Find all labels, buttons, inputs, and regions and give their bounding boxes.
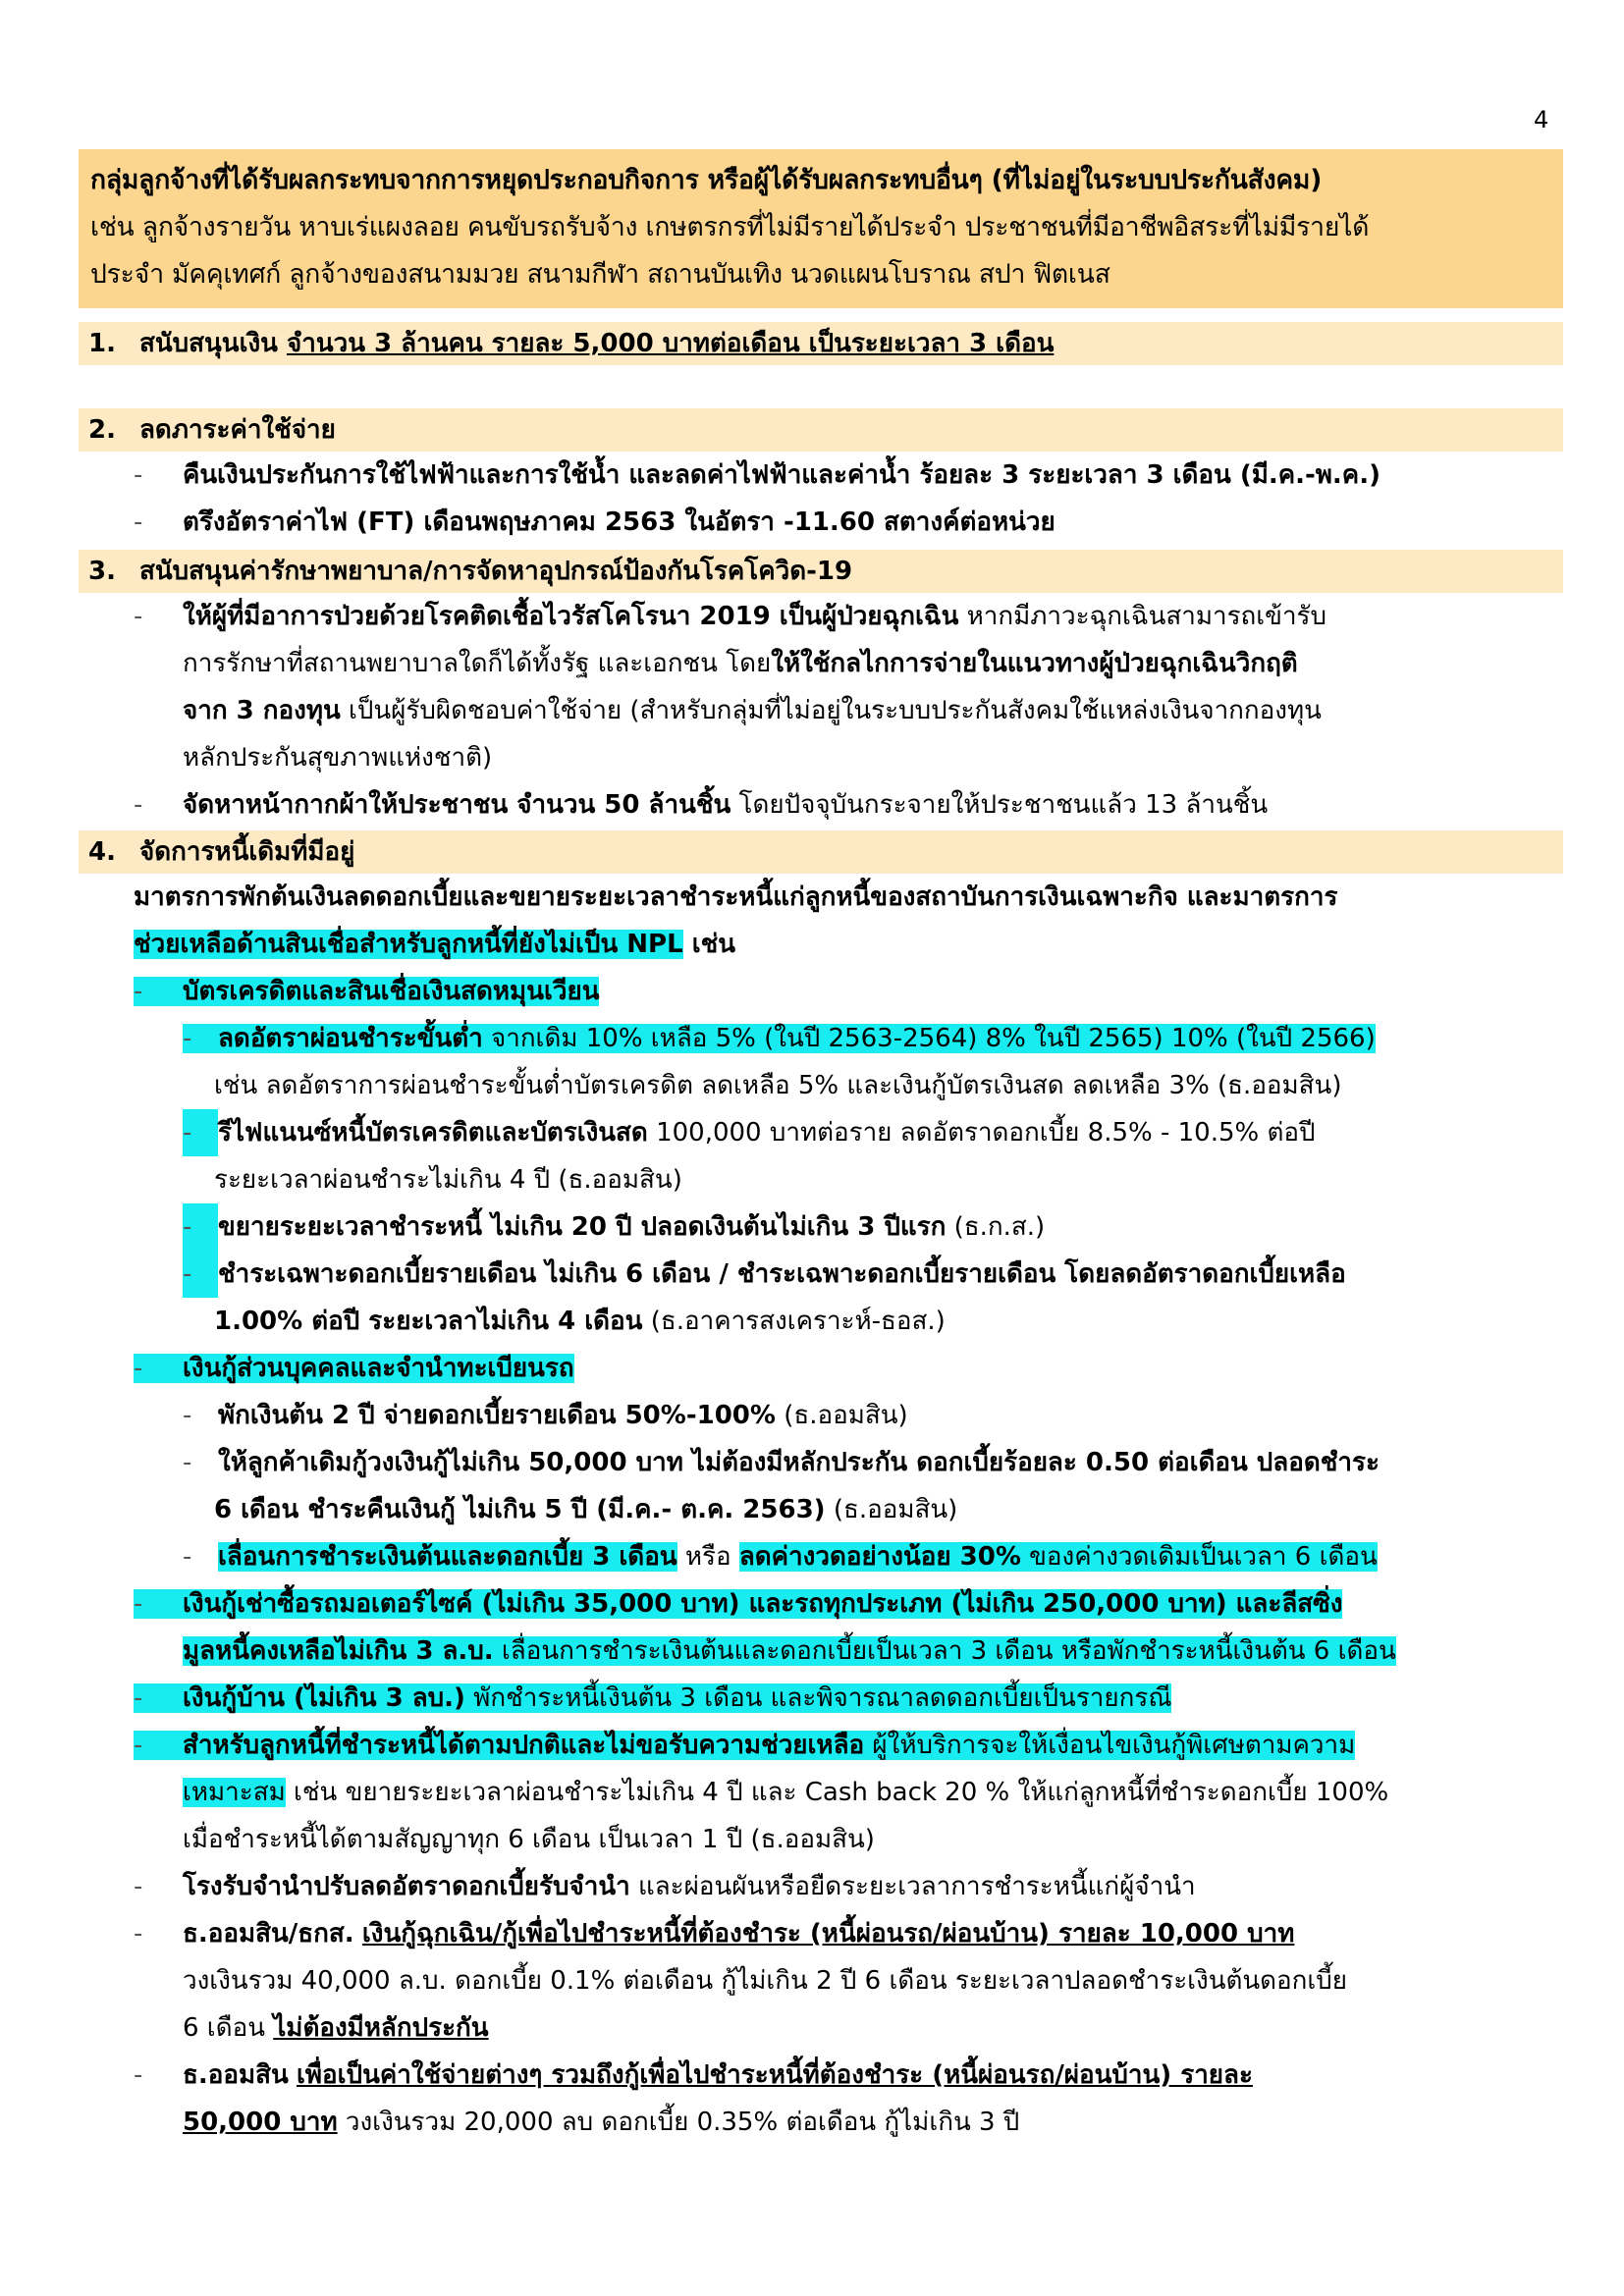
item-text: (ธ.ออมสิน) xyxy=(775,1401,908,1430)
list-item xyxy=(79,593,1563,640)
list-item xyxy=(79,1345,1563,1392)
sub-list-item xyxy=(79,1251,1563,1298)
list-item-continuation xyxy=(79,734,1563,781)
highlighted-text: เลื่อนการชำระเงินต้นและดอกเบี้ย 3 เดือน xyxy=(218,1542,677,1572)
sub-list-item xyxy=(79,1392,1563,1439)
list-item xyxy=(79,1910,1563,1957)
item-text: 6 เดือน xyxy=(183,2013,274,2043)
list-item-continuation xyxy=(79,1769,1563,1816)
highlighted-text: ช่วยเหลือด้านสินเชื่อสำหรับลูกหนี้ที่ยังไม่เป็น NPL xyxy=(134,930,683,959)
section-4-intro: มาตรการพักต้นเงินลดดอกเบี้ยและขยายระยะเวลาชำระหนี้แก่ลูกหนี้ของสถาบันการเงินเฉพาะกิจ และมาตรการ xyxy=(134,882,1338,912)
item-text: (ธ.ก.ส.) xyxy=(946,1212,1046,1242)
bullet-dash: - xyxy=(183,1542,192,1572)
target-group-box xyxy=(79,149,1563,308)
item-text: (ธ.ออมสิน) xyxy=(825,1495,958,1524)
item-text: ให้ผู้ที่มีอาการป่วยด้วยโรคติดเชื้อไวรัสโคโรนา 2019 เป็นผู้ป่วยฉุกเฉิน xyxy=(183,602,959,631)
item-text: มูลหนี้คงเหลือไม่เกิน 3 ล.บ. xyxy=(183,1636,494,1666)
bullet-dash: - xyxy=(134,1683,143,1713)
sub-list-item xyxy=(79,1109,1563,1156)
target-group-line: เช่น ลูกจ้างรายวัน หาบเร่แผงลอย คนขับรถรับจ้าง เกษตรกรที่ไม่มีรายได้ประจำ ประชาชนที่มีอาชีพอิสระที่ไม่มีรายได้ xyxy=(90,212,1370,242)
item-text: 50,000 บาท xyxy=(183,2108,338,2137)
item-text: ตรึงอัตราค่าไฟ (FT) เดือนพฤษภาคม 2563 ในอัตรา -11.60 สตางค์ต่อหน่วย xyxy=(183,507,1056,537)
list-item xyxy=(79,968,1563,1015)
target-group-line: ประจำ มัคคุเทศก์ ลูกจ้างของสนามมวย สนามกีฬา สถานบันเทิง นวดแผนโบราณ สปา ฟิตเนส xyxy=(90,259,1110,290)
list-item-continuation xyxy=(79,1486,1563,1533)
section-title: จัดการหนี้เดิมที่มีอยู่ xyxy=(139,837,355,867)
item-text: เช่น xyxy=(682,930,736,959)
bullet-dash: - xyxy=(183,1203,218,1251)
section-4-heading xyxy=(79,830,1563,874)
section-title: สนับสนุนค่ารักษาพยาบาล/การจัดหาอุปกรณ์ป้องกันโรคโควิด-19 xyxy=(139,557,853,586)
item-text: ระยะเวลาผ่อนชำระไม่เกิน 4 ปี (ธ.ออมสิน) xyxy=(214,1165,682,1195)
bullet-dash: - xyxy=(134,507,143,537)
item-text: การรักษาที่สถานพยาบาลใดก็ได้ทั้งรัฐ และเอกชน โดย xyxy=(183,649,772,678)
item-text: เมื่อชำระหนี้ได้ตามสัญญาทุก 6 เดือน เป็นเวลา 1 ปี (ธ.ออมสิน) xyxy=(183,1825,875,1854)
item-text: เลื่อนการชำระเงินต้นและดอกเบี้ยเป็นเวลา 3 เดือน หรือพักชำระหนี้เงินต้น 6 เดือน xyxy=(493,1636,1396,1666)
item-text: เงินกู้เช่าซื้อรถมอเตอร์ไซค์ (ไม่เกิน 35,000 บาท) และรถทุกประเภท (ไม่เกิน 250,000 บาท) และลีสซิ่ง xyxy=(183,1589,1343,1619)
subheading-personal-loan: เงินกู้ส่วนบุคคลและจำนำทะเบียนรถ xyxy=(183,1354,574,1383)
section-number: 2. xyxy=(88,415,116,445)
item-text: โดยปัจจุบันกระจายให้ประชาชนแล้ว 13 ล้านชิ้น xyxy=(731,790,1269,820)
item-text: สำหรับลูกหนี้ที่ชำระหนี้ได้ตามปกติและไม่ขอรับความช่วยเหลือ xyxy=(183,1731,865,1760)
bullet-dash: - xyxy=(134,602,143,631)
item-text: รีไฟแนนซ์หนี้บัตรเครดิตและบัตรเงินสด xyxy=(218,1118,648,1148)
list-item xyxy=(79,2052,1563,2099)
highlighted-text: ของค่างวดเดิมเป็นเวลา 6 เดือน xyxy=(1020,1542,1378,1572)
sub-list-item xyxy=(79,1533,1563,1580)
item-text: เช่น ขยายระยะเวลาผ่อนชำระไม่เกิน 4 ปี และ Cash back 20 % ให้แก่ลูกหนี้ที่ชำระดอกเบี้ย 100% xyxy=(285,1778,1389,1807)
page-number: 4 xyxy=(1534,106,1549,133)
item-text: เงินกู้ฉุกเฉิน/กู้เพื่อไปชำระหนี้ที่ต้องชำระ (หนี้ผ่อนรถ/ผ่อนบ้าน) รายละ 10,000 บาท xyxy=(361,1919,1295,1949)
bullet-dash: - xyxy=(183,1448,192,1477)
document-body xyxy=(79,149,1563,2146)
section-1-heading xyxy=(79,322,1563,365)
section-2-heading xyxy=(79,408,1563,452)
list-item xyxy=(79,781,1563,828)
sub-list-item xyxy=(79,1203,1563,1251)
item-text: 1.00% ต่อปี ระยะเวลาไม่เกิน 4 เดือน xyxy=(214,1307,643,1336)
item-text: ชำระเฉพาะดอกเบี้ยรายเดือน ไม่เกิน 6 เดือน / ชำระเฉพาะดอกเบี้ยรายเดือน โดยลดอัตราดอกเบี้ยเหลือ xyxy=(218,1259,1346,1289)
bullet-dash: - xyxy=(183,1109,218,1156)
item-text: เช่น ลดอัตราการผ่อนชำระขั้นต่ำบัตรเครดิต ลดเหลือ 5% และเงินกู้บัตรเงินสด ลดเหลือ 3% (ธ.ออมสิน) xyxy=(214,1071,1342,1100)
item-text: โรงรับจำนำปรับลดอัตราดอกเบี้ยรับจำนำ xyxy=(183,1872,630,1901)
item-text: ให้ลูกค้าเดิมกู้วงเงินกู้ไม่เกิน 50,000 บาท ไม่ต้องมีหลักประกัน ดอกเบี้ยร้อยละ 0.50 ต่อเดือน ปลอดชำระ xyxy=(218,1448,1380,1477)
bullet-dash: - xyxy=(134,2060,143,2090)
bullet-dash: - xyxy=(134,1589,143,1619)
list-item xyxy=(79,1863,1563,1910)
list-item-continuation xyxy=(79,1298,1563,1345)
section-detail: จำนวน 3 ล้านคน รายละ 5,000 บาทต่อเดือน เป็นระยะเวลา 3 เดือน xyxy=(286,329,1055,358)
item-text: วงเงินรวม 20,000 ลบ ดอกเบี้ย 0.35% ต่อเดือน กู้ไม่เกิน 3 ปี xyxy=(337,2108,1020,2137)
sub-list-item xyxy=(79,1015,1563,1062)
target-group-title: กลุ่มลูกจ้างที่ได้รับผลกระทบจากการหยุดประกอบกิจการ หรือผู้ได้รับผลกระทบอื่นๆ (ที่ไม่อยู่ในระบบประกันสังคม) xyxy=(90,165,1323,195)
section-title: สนับสนุนเงิน xyxy=(139,329,278,358)
list-item-continuation xyxy=(79,687,1563,734)
item-text: ให้ใช้กลไกการจ่ายในแนวทางผู้ป่วยฉุกเฉินวิกฤติ xyxy=(771,649,1298,678)
item-text: พักชำระหนี้เงินต้น 3 เดือน และพิจารณาลดดอกเบี้ยเป็นรายกรณี xyxy=(464,1683,1172,1713)
item-text: ลดอัตราผ่อนชำระขั้นต่ำ xyxy=(218,1024,483,1053)
item-text: และผ่อนผันหรือยืดระยะเวลาการชำระหนี้แก่ผู้จำนำ xyxy=(629,1872,1196,1901)
section-number: 3. xyxy=(88,557,116,586)
item-text: วงเงินรวม 40,000 ล.บ. ดอกเบี้ย 0.1% ต่อเดือน กู้ไม่เกิน 2 ปี 6 เดือน ระยะเวลาปลอดชำระเงินต้นดอกเบี้ย xyxy=(183,1966,1348,1996)
item-text: 100,000 บาทต่อราย ลดอัตราดอกเบี้ย 8.5% - 10.5% ต่อปี xyxy=(647,1118,1316,1148)
section-number: 4. xyxy=(88,837,116,867)
item-text: 6 เดือน ชำระคืนเงินกู้ ไม่เกิน 5 ปี (มี.ค.- ต.ค. 2563) xyxy=(214,1495,826,1524)
item-text: คืนเงินประกันการใช้ไฟฟ้าและการใช้น้ำ และลดค่าไฟฟ้าและค่าน้ำ ร้อยละ 3 ระยะเวลา 3 เดือน (มี.ค.-พ.ค.) xyxy=(183,460,1380,490)
list-item-continuation xyxy=(79,1156,1563,1203)
bullet-dash: - xyxy=(134,460,143,490)
item-text: ขยายระยะเวลาชำระหนี้ ไม่เกิน 20 ปี ปลอดเงินต้นไม่เกิน 3 ปีแรก xyxy=(218,1212,947,1242)
item-text: หรือ xyxy=(677,1542,739,1572)
bullet-dash: - xyxy=(183,1251,218,1298)
list-item-continuation xyxy=(79,1628,1563,1675)
section-4-intro xyxy=(79,921,1563,968)
list-item-continuation xyxy=(79,1957,1563,2004)
item-text: ไม่ต้องมีหลักประกัน xyxy=(273,2013,489,2043)
item-text: หลักประกันสุขภาพแห่งชาติ) xyxy=(183,743,493,773)
bullet-dash: - xyxy=(183,1024,192,1053)
section-3-heading xyxy=(79,550,1563,593)
bullet-dash: - xyxy=(134,1731,143,1760)
item-text: ธ.ออมสิน xyxy=(183,2060,289,2090)
item-text: หากมีภาวะฉุกเฉินสามารถเข้ารับ xyxy=(958,602,1327,631)
list-item-continuation xyxy=(79,1062,1563,1109)
highlighted-text: ลดค่างวดอย่างน้อย 30% xyxy=(738,1542,1021,1572)
bullet-dash: - xyxy=(134,790,143,820)
bullet-dash: - xyxy=(134,977,143,1006)
section-number: 1. xyxy=(88,329,116,358)
list-item xyxy=(79,499,1563,546)
item-text: ธ.ออมสิน/ธกส. xyxy=(183,1919,354,1949)
item-text: (ธ.อาคารสงเคราะห์-ธอส.) xyxy=(642,1307,946,1336)
list-item-continuation xyxy=(79,640,1563,687)
sub-list-item xyxy=(79,1439,1563,1486)
list-item xyxy=(79,452,1563,499)
item-text: จาก 3 กองทุน xyxy=(183,696,341,725)
item-text: พักเงินต้น 2 ปี จ่ายดอกเบี้ยรายเดือน 50%-100% xyxy=(218,1401,776,1430)
bullet-dash: - xyxy=(183,1401,192,1430)
highlighted-text: เหมาะสม xyxy=(183,1778,286,1807)
list-item xyxy=(79,1675,1563,1722)
item-text: จัดหาหน้ากากผ้าให้ประชาชน จำนวน 50 ล้านชิ้น xyxy=(183,790,731,820)
list-item-continuation xyxy=(79,2004,1563,2052)
list-item-continuation xyxy=(79,2099,1563,2146)
item-text: เงินกู้บ้าน (ไม่เกิน 3 ลบ.) xyxy=(183,1683,465,1713)
item-text: เพื่อเป็นค่าใช้จ่ายต่างๆ รวมถึงกู้เพื่อไปชำระหนี้ที่ต้องชำระ (หนี้ผ่อนรถ/ผ่อนบ้าน) รายละ xyxy=(297,2060,1253,2090)
list-item xyxy=(79,1722,1563,1769)
item-text: จากเดิม 10% เหลือ 5% (ในปี 2563-2564) 8% ในปี 2565) 10% (ในปี 2566) xyxy=(482,1024,1376,1053)
item-text: ผู้ให้บริการจะให้เงื่อนไขเงินกู้พิเศษตามความ xyxy=(864,1731,1356,1760)
subheading-credit-card: บัตรเครดิตและสินเชื่อเงินสดหมุนเวียน xyxy=(183,977,600,1006)
bullet-dash: - xyxy=(134,1919,143,1949)
bullet-dash: - xyxy=(134,1872,143,1901)
bullet-dash: - xyxy=(134,1354,143,1383)
item-text: เป็นผู้รับผิดชอบค่าใช้จ่าย (สำหรับกลุ่มที่ไม่อยู่ในระบบประกันสังคมใช้แหล่งเงินจากกองทุน xyxy=(340,696,1322,725)
list-item-continuation xyxy=(79,1816,1563,1863)
section-title: ลดภาระค่าใช้จ่าย xyxy=(139,415,336,445)
list-item xyxy=(79,1580,1563,1628)
